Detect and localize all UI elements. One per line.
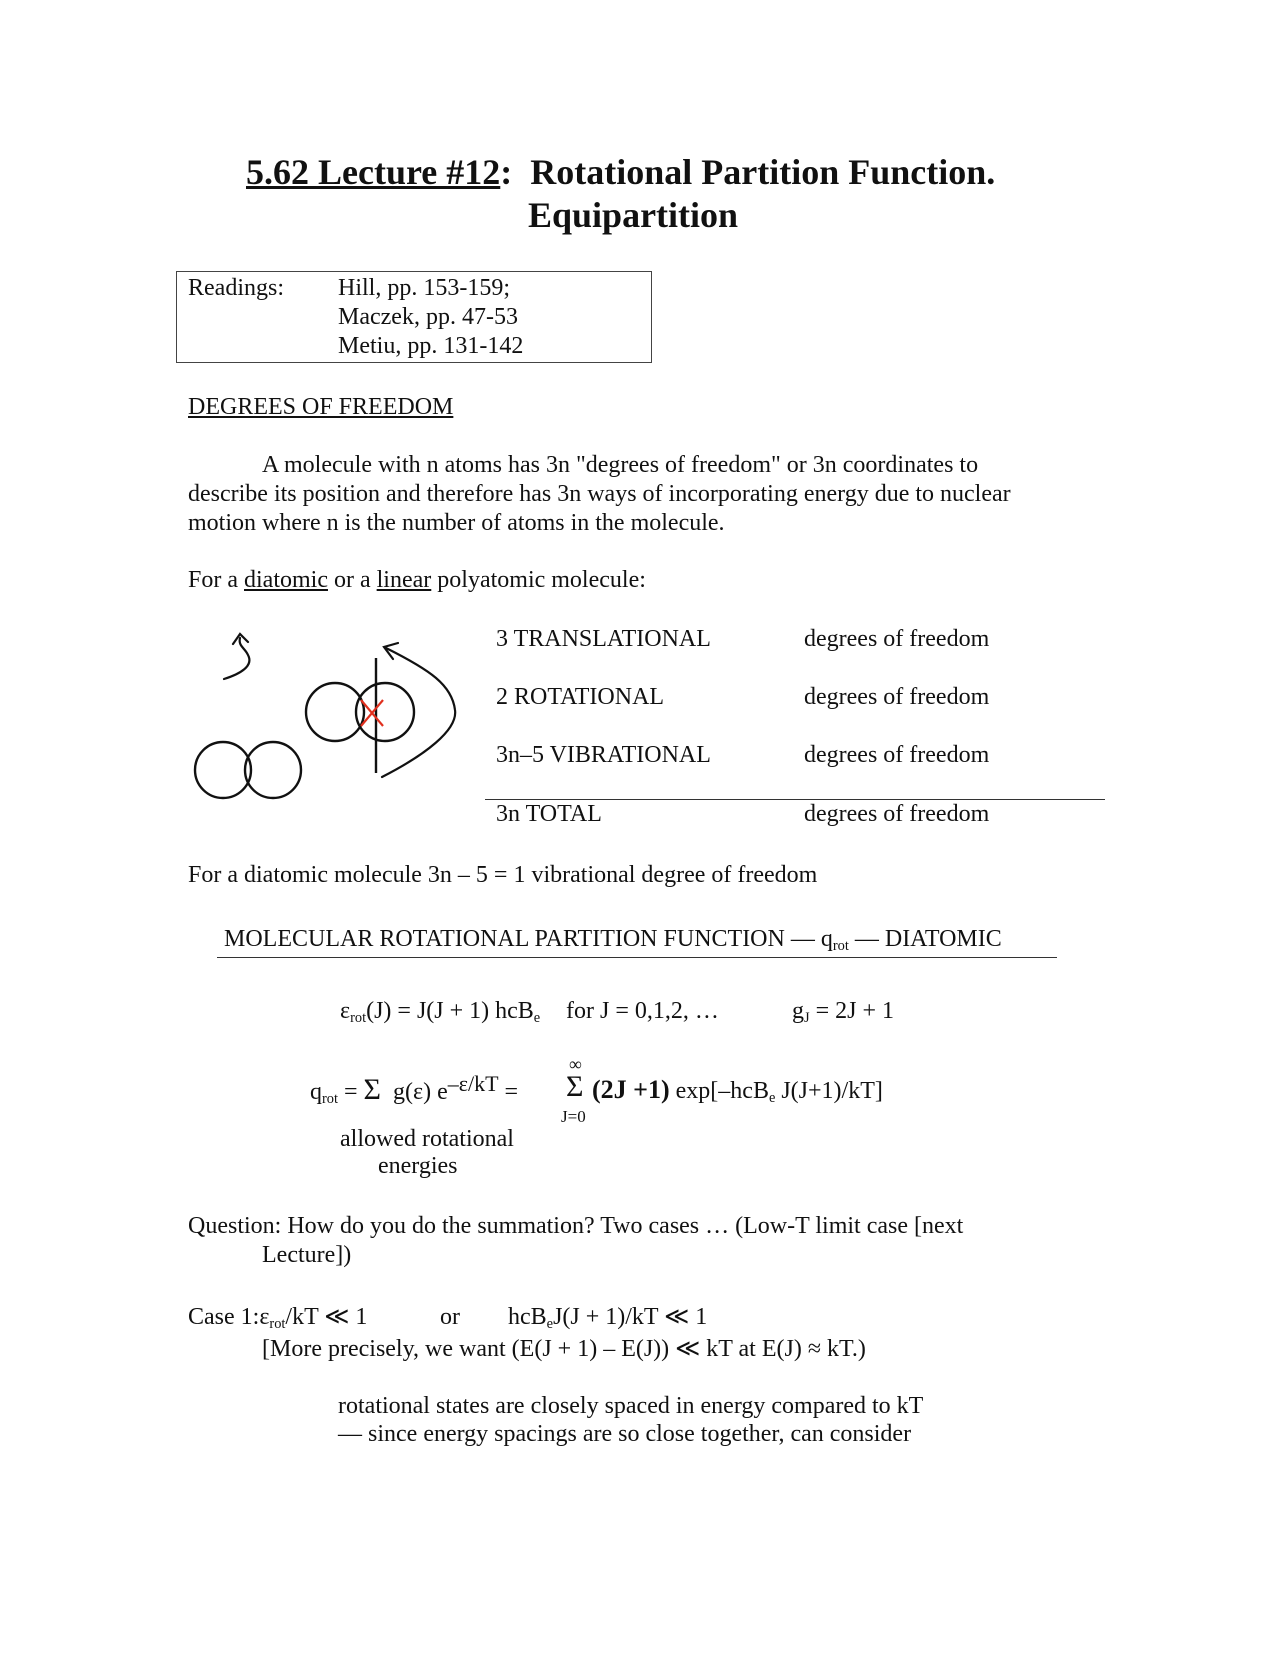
linear-term: linear xyxy=(376,567,432,593)
sum-lower-limit: J=0 xyxy=(561,1107,586,1126)
diatomic-term: diatomic xyxy=(244,567,328,593)
question-line-1: Question: How do you do the summation? Two cases … (Low-T limit case [next xyxy=(188,1213,964,1239)
section-heading-rotational: MOLECULAR ROTATIONAL PARTITION FUNCTION — $q_{rot}$ — DIATOMIC xyxy=(224,926,1002,954)
case-1-precise: [More precisely, we want (E(J + 1) – E(J)) ≪ kT at E(J) ≈ kT.) xyxy=(262,1336,866,1362)
page-subtitle: Equipartition xyxy=(528,195,739,235)
case-1-note-1: rotational states are closely spaced in energy compared to kT xyxy=(338,1393,924,1419)
case-1-alt-condition: hcB$_e$J(J + 1)/kT ≪ 1 xyxy=(508,1304,708,1332)
dof-row-rotational-desc: degrees of freedom xyxy=(804,684,990,710)
page-title: 5.62 Lecture #12: Rotational Partition Function. xyxy=(246,152,996,192)
question-line-2: Lecture]) xyxy=(262,1242,352,1268)
partition-function-lhs: $q_{rot} = \Sigma$ g(ε) $e^{-\varepsilon/kT}$ = xyxy=(310,1071,519,1107)
section-heading-dof: DEGREES OF FREEDOM xyxy=(188,394,454,420)
rotational-energy-equation: $\varepsilon_{rot}(J) = J(J + 1)$ hcB$_e$ xyxy=(340,998,541,1026)
dof-total-label: 3n TOTAL xyxy=(496,801,602,827)
dof-row-vibrational-label: 3n–5 VIBRATIONAL xyxy=(496,742,711,768)
dof-row-translational-desc: degrees of freedom xyxy=(804,626,990,652)
j-range: for J = 0,1,2, … xyxy=(566,998,719,1024)
dof-paragraph-line-3: motion where n is the number of atoms in the molecule. xyxy=(188,510,725,536)
dof-total-desc: degrees of freedom xyxy=(804,801,990,827)
readings-label: Readings: xyxy=(188,275,284,301)
diatomic-vibration-note: For a diatomic molecule 3n – 5 = 1 vibrational degree of freedom xyxy=(188,862,818,888)
linear-molecule-line: For a diatomic or a linear polyatomic molecule: xyxy=(188,567,646,593)
dof-row-rotational-label: 2 ROTATIONAL xyxy=(496,684,665,710)
dof-row-vibrational-desc: degrees of freedom xyxy=(804,742,990,768)
case-1-or: or xyxy=(440,1304,460,1330)
case-1-condition: Case $1:\varepsilon_{rot}/kT$ ≪ 1 xyxy=(188,1304,368,1332)
dof-row-translational-label: 3 TRANSLATIONAL xyxy=(496,626,711,652)
diatomic-molecule-icon xyxy=(195,742,301,798)
reading-metiu: Metiu, pp. 131-142 xyxy=(338,333,524,359)
lecture-topic: Rotational Partition Function. xyxy=(530,152,996,192)
dof-paragraph-line-2: describe its position and therefore has 3n ways of incorporating energy due to nuclear xyxy=(188,481,1011,507)
small-rotation-arrow-icon xyxy=(224,634,249,679)
sum-symbol-2: Σ xyxy=(566,1070,584,1103)
lecture-number: 5.62 Lecture #12 xyxy=(246,152,501,192)
rotational-heading-underline xyxy=(217,957,1057,958)
dof-paragraph-line-1: A molecule with n atoms has 3n "degrees of freedom" or 3n coordinates to xyxy=(262,452,979,478)
sum-symbol: Σ xyxy=(363,1073,382,1106)
rotation-arrow-icon xyxy=(382,643,455,777)
partition-function-rhs: (2J +1) exp[–hcB$_e$ J(J+1)/kT] xyxy=(592,1075,883,1106)
reading-hill: Hill, pp. 153-159; xyxy=(338,275,510,301)
case-1-note-2: — since energy spacings are so close together, can consider xyxy=(338,1421,912,1447)
molecule-rotation-diagram xyxy=(190,630,465,810)
rotating-diatomic-icon xyxy=(306,658,414,773)
reading-maczek: Maczek, pp. 47-53 xyxy=(338,304,518,330)
allowed-energies-label-2: energies xyxy=(378,1153,458,1179)
allowed-energies-label-1: allowed rotational xyxy=(340,1126,514,1152)
sum-upper-limit: ∞ xyxy=(569,1054,582,1074)
degeneracy-equation: $g_J = 2J + 1$ xyxy=(792,998,895,1026)
